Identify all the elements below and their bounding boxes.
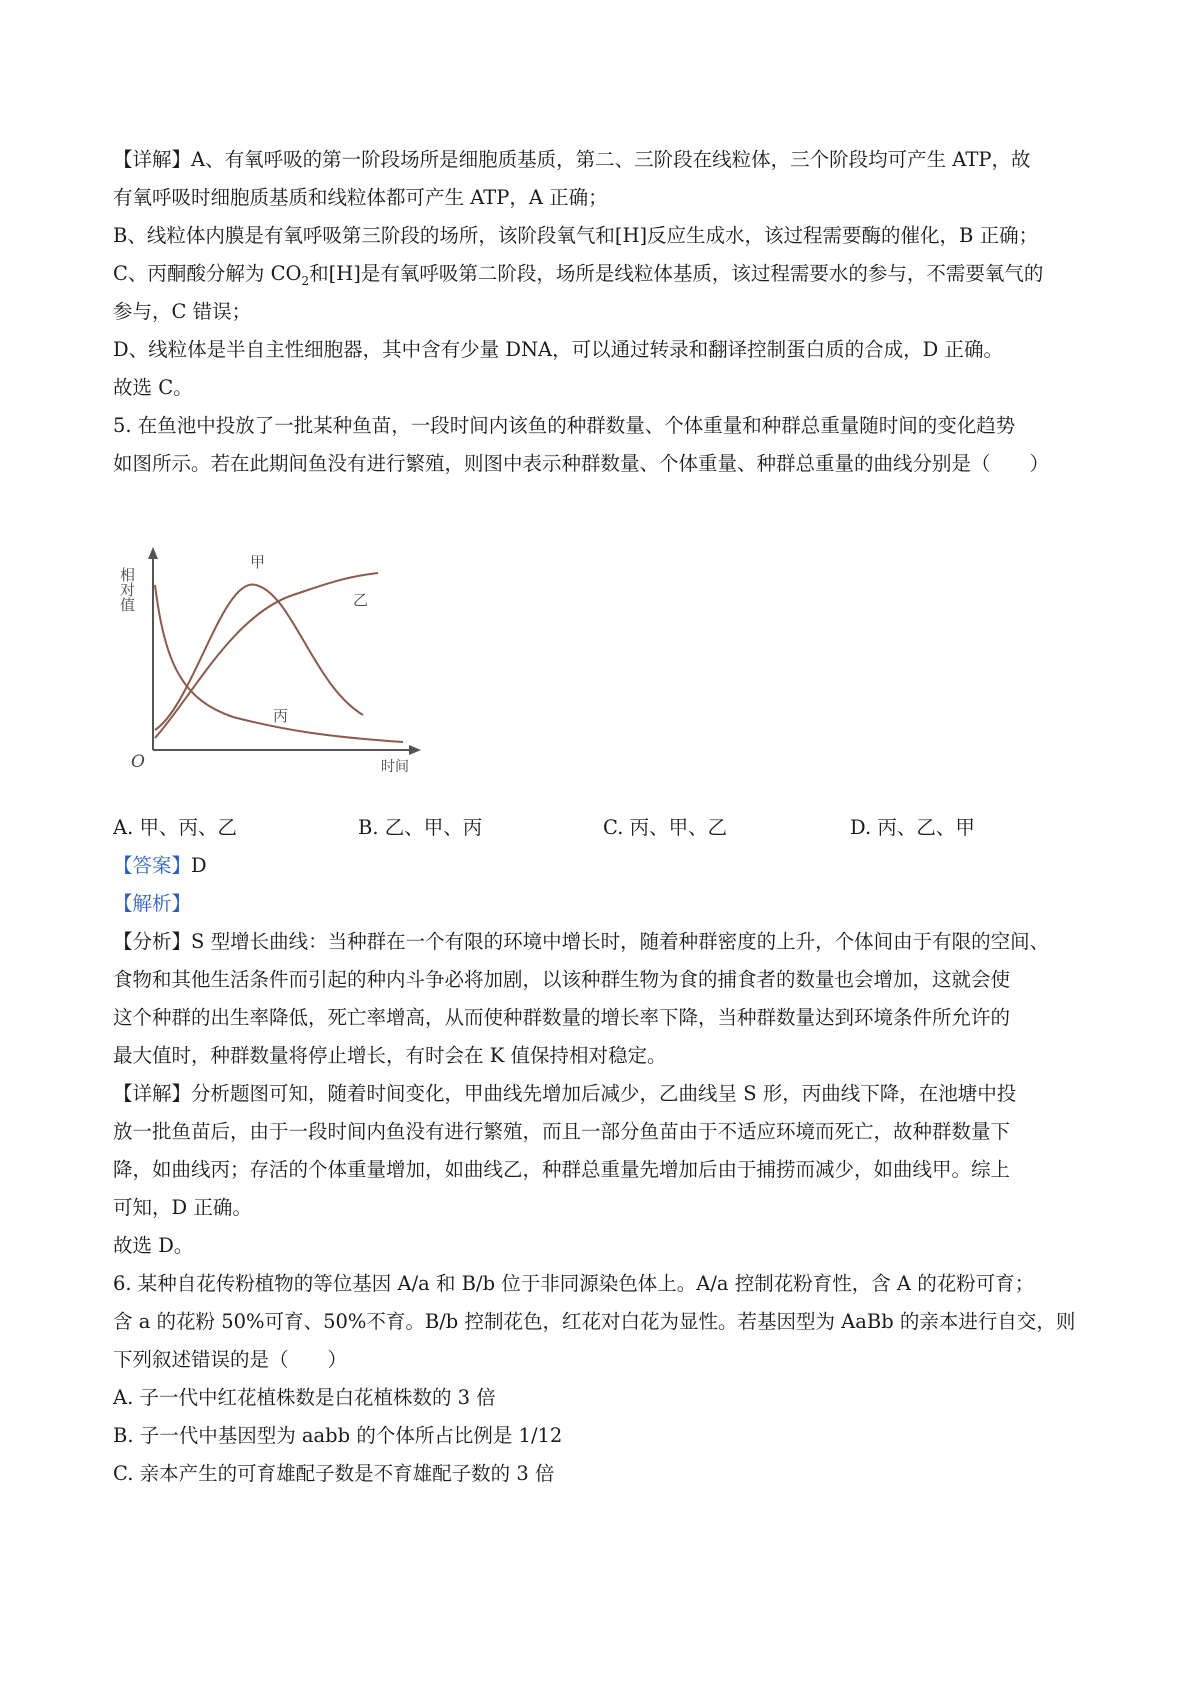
q5-detail-line-2: 放一批鱼苗后，由于一段时间内鱼没有进行繁殖，而且一部分鱼苗由于不适应环境而死亡，故种群数量下 — [113, 1120, 1011, 1143]
q5-figure — [113, 545, 433, 785]
q6-stem-line-2: 含 a 的花粉 50%可育、50%不育。B/b 控制花色，红花对白花为显性。若基因型为 AaBb 的亲本进行自交，则 — [113, 1310, 1076, 1333]
q5-stem-line-1: 5. 在鱼池中投放了一批某种鱼苗，一段时间内该鱼的种群数量、个体重量和种群总重量随时间的变化趋势 — [113, 414, 1016, 437]
origin-label: O — [131, 752, 145, 772]
q6-stem-line-1: 6. 某种自花传粉植物的等位基因 A/a 和 B/b 位于非同源染色体上。A/a 控制花粉育性，含 A 的花粉可育； — [113, 1272, 1035, 1295]
q4-detail-line-5: 参与，C 错误； — [113, 300, 252, 323]
q5-fenxi-line-2: 食物和其他生活条件而引起的种内斗争必将加剧，以该种群生物为食的捕食者的数量也会增加，这就会使 — [113, 968, 1011, 991]
q5-detail-line-5: 故选 D。 — [113, 1234, 194, 1257]
q5-answer: 【答案】D — [113, 854, 207, 877]
q6-option-a: A. 子一代中红花植株数是白花植株数的 3 倍 — [113, 1386, 496, 1409]
x-axis-label: 时间 — [381, 759, 409, 775]
q5-analysis-tag: 【解析】 — [113, 892, 192, 915]
q5-detail-line-3: 降，如曲线丙；存活的个体重量增加，如曲线乙，种群总重量先增加后由于捕捞而减少，如曲线甲。综上 — [113, 1158, 1011, 1181]
answer-tag: 【答案】 — [113, 854, 192, 877]
q6-stem-line-3: 下列叙述错误的是（ ） — [113, 1348, 348, 1371]
x-axis-arrow — [409, 745, 421, 755]
q4-detail-line-4: C、丙酮酸分解为 $CO_2$和[H]是有氧呼吸第二阶段，场所是线粒体基质，该过程需要水的参与，不需要氧气的 — [113, 262, 1044, 288]
q6-option-b: B. 子一代中基因型为 aabb 的个体所占比例是 1/12 — [113, 1424, 563, 1447]
q5-option-b: B. 乙、甲、丙 — [358, 816, 483, 839]
population-curve-chart — [113, 545, 433, 785]
curve-jia — [155, 584, 363, 730]
q5-fenxi-line-1: 【分析】S 型增长曲线：当种群在一个有限的环境中增长时，随着种群密度的上升，个体间由于有限的空间、 — [113, 930, 1050, 953]
detail-tag: 【详解】 — [113, 148, 192, 171]
q4-detail-line-6: D、线粒体是半自主性细胞器，其中含有少量 DNA，可以通过转录和翻译控制蛋白质的合成，D 正确。 — [113, 338, 1003, 361]
q6-option-c: C. 亲本产生的可育雄配子数是不育雄配子数的 3 倍 — [113, 1462, 555, 1485]
q5-stem-line-2: 如图所示。若在此期间鱼没有进行繁殖，则图中表示种群数量、个体重量、种群总重量的曲线分别是（ ） — [113, 452, 1050, 475]
series-label-yi: 乙 — [353, 591, 369, 609]
y-axis-label: 相对值 — [118, 567, 136, 612]
curve-yi — [155, 573, 378, 738]
q5-detail-line-4: 可知，D 正确。 — [113, 1196, 252, 1219]
y-axis-arrow — [148, 547, 158, 559]
q4-detail-line-7: 故选 C。 — [113, 376, 193, 399]
q4-detail-line-3: B、线粒体内膜是有氧呼吸第三阶段的场所，该阶段氧气和[H]反应生成水，该过程需要酶的催化，B 正确； — [113, 224, 1039, 247]
q5-fenxi-line-4: 最大值时，种群数量将停止增长，有时会在 K 值保持相对稳定。 — [113, 1044, 667, 1067]
detail-tag: 【详解】 — [113, 1082, 192, 1105]
q5-fenxi-line-3: 这个种群的出生率降低，死亡率增高，从而使种群数量的增长率下降，当种群数量达到环境条件所允许的 — [113, 1006, 1011, 1029]
q5-option-d: D. 丙、乙、甲 — [850, 816, 975, 839]
q4-detail-line-2: 有氧呼吸时细胞质基质和线粒体都可产生 ATP，A 正确； — [113, 186, 608, 209]
q5-detail-line-1: 【详解】分析题图可知，随着时间变化，甲曲线先增加后减少，乙曲线呈 S 形，丙曲线下降，在池塘中投 — [113, 1082, 1017, 1105]
q5-option-a: A. 甲、丙、乙 — [113, 816, 237, 839]
q5-option-c: C. 丙、甲、乙 — [603, 816, 728, 839]
series-label-jia: 甲 — [250, 553, 266, 571]
series-label-bing: 丙 — [273, 707, 289, 725]
q4-detail-line-1: 【详解】A、有氧呼吸的第一阶段场所是细胞质基质，第二、三阶段在线粒体，三个阶段均可产生 ATP，故 — [113, 148, 1031, 171]
fenxi-tag: 【分析】 — [113, 930, 192, 953]
